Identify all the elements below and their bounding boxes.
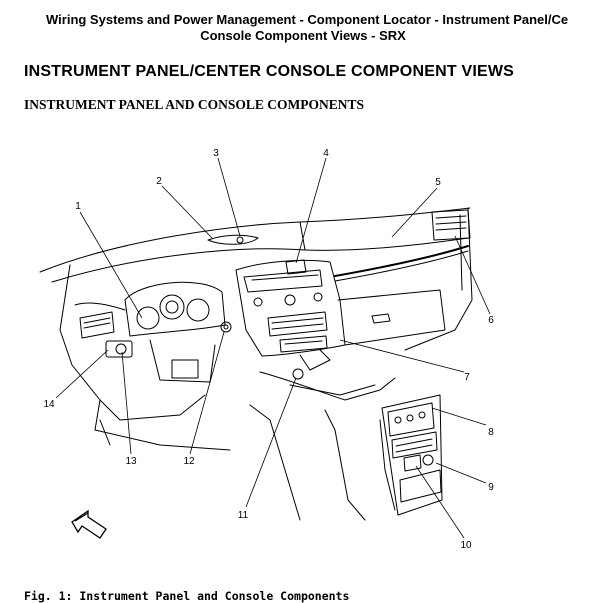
callout-8: 8	[488, 427, 494, 438]
aux-jack	[423, 455, 433, 465]
callout-7: 7	[464, 372, 470, 383]
leader-3	[218, 158, 240, 236]
cluster-gauge-left	[137, 307, 159, 329]
console-switch	[293, 369, 303, 379]
leader-4	[296, 158, 326, 263]
leader-11	[246, 378, 296, 507]
cluster-gauge-center	[160, 295, 184, 319]
callout-3: 3	[213, 148, 219, 159]
callout-4: 4	[323, 148, 329, 159]
callout-1: 1	[75, 201, 81, 212]
section-title: INSTRUMENT PANEL/CENTER CONSOLE COMPONENT VIEWS	[24, 63, 515, 80]
callout-numbers	[43, 148, 494, 551]
callout-14: 14	[43, 399, 55, 410]
callout-12: 12	[183, 456, 195, 467]
center-stack	[236, 260, 345, 356]
rear-power-outlet	[404, 455, 421, 471]
right-air-vent	[432, 210, 470, 240]
cluster-hood	[125, 282, 225, 336]
forward-arrow-icon	[72, 511, 106, 538]
sub-title: INSTRUMENT PANEL AND CONSOLE COMPONENTS	[24, 97, 365, 112]
rear-console	[382, 395, 442, 515]
callout-10: 10	[460, 540, 472, 551]
headlamp-switch	[106, 341, 132, 357]
leader-13	[122, 352, 131, 454]
glovebox	[338, 290, 445, 345]
figure-caption: Fig. 1: Instrument Panel and Console Components	[24, 589, 350, 603]
callout-9: 9	[488, 482, 494, 493]
callout-5: 5	[435, 177, 441, 188]
header-line-2: Console Component Views - SRX	[200, 28, 406, 43]
callout-13: 13	[125, 456, 137, 467]
callout-2: 2	[156, 176, 162, 187]
dash-trim-stripe	[335, 246, 468, 276]
callout-11: 11	[237, 510, 249, 521]
left-air-vent	[80, 312, 114, 338]
callout-6: 6	[488, 315, 494, 326]
leader-1	[80, 212, 142, 318]
header-line-1: Wiring Systems and Power Management - Component Locator - Instrument Panel/Ce	[46, 12, 569, 27]
leader-9	[436, 463, 486, 483]
leader-7	[340, 340, 464, 372]
leader-2	[162, 186, 212, 238]
defroster-grille	[208, 235, 258, 244]
leader-12	[190, 332, 224, 454]
cluster-gauge-right	[187, 299, 209, 321]
leader-14	[56, 350, 108, 398]
ignition-switch	[221, 322, 231, 332]
leader-6	[455, 236, 490, 314]
